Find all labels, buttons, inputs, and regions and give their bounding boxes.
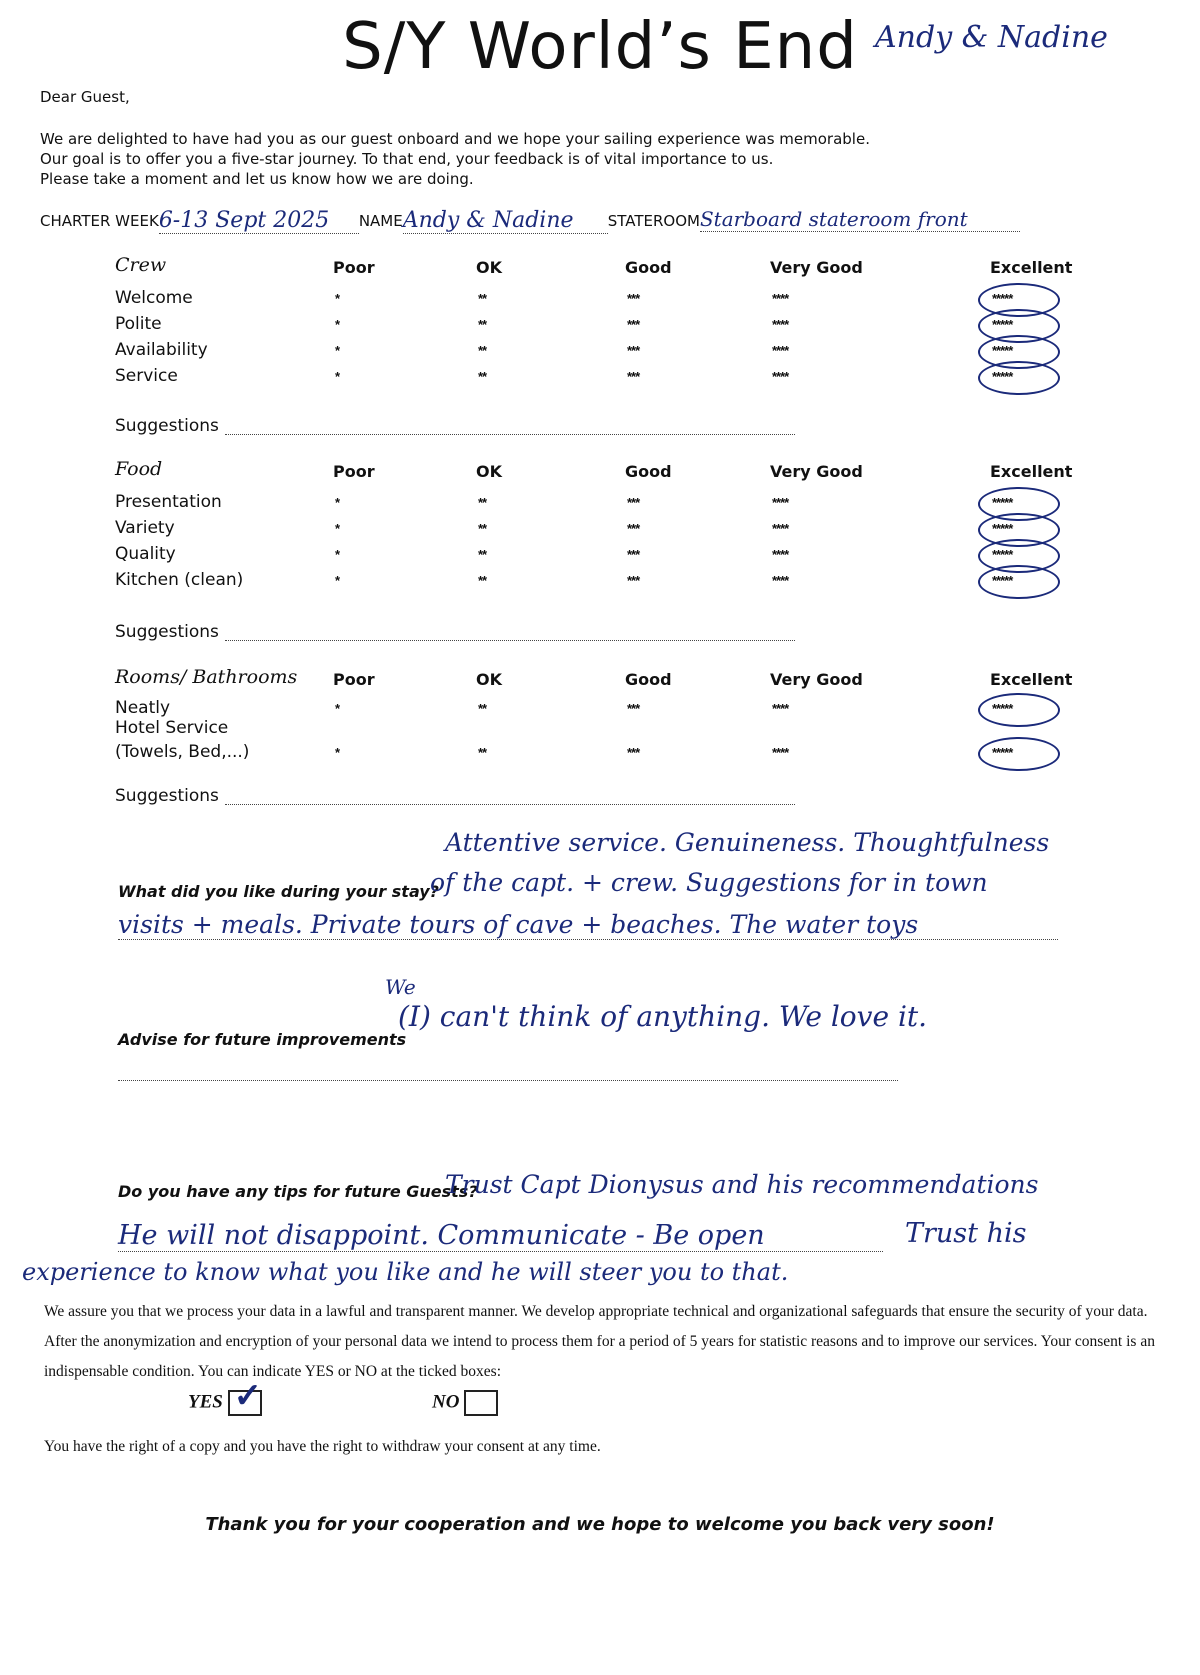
rating-option[interactable]: * xyxy=(335,495,340,510)
rating-option[interactable]: ** xyxy=(478,343,487,358)
column-header: Poor xyxy=(333,670,375,689)
column-header: Excellent xyxy=(990,258,1073,277)
rating-option[interactable]: ** xyxy=(478,317,487,332)
rating-option[interactable]: ** xyxy=(478,369,487,384)
rating-row-label: Kitchen (clean) xyxy=(115,570,244,590)
column-header: OK xyxy=(476,670,502,689)
rating-option[interactable]: * xyxy=(335,521,340,536)
selected-rating-circle xyxy=(978,565,1060,599)
rating-option[interactable]: * xyxy=(335,343,340,358)
column-header: Good xyxy=(625,670,672,689)
privacy-notice: We assure you that we process your data in a lawful and transparent manner. We develop appropriate technical and organizational safeguards that ensure the security of your data. After the anonymization and encryption of your personal data we intend to process them for a period of 5 years for statistic reasons and to improve our services. Your consent is an indispensable condition. You can indicate YES or NO at the ticked boxes: xyxy=(44,1303,1155,1380)
column-header: OK xyxy=(476,258,502,277)
section-title: Food xyxy=(115,458,163,480)
no-option xyxy=(432,1390,498,1416)
rating-option[interactable]: ***** xyxy=(992,291,1013,306)
rating-option[interactable]: **** xyxy=(772,521,789,536)
rating-option[interactable]: ** xyxy=(478,495,487,510)
rating-option[interactable]: **** xyxy=(772,369,789,384)
no-label: NO xyxy=(432,1391,460,1413)
stateroom-field[interactable]: Starboard stateroom front xyxy=(700,207,1020,232)
rating-option[interactable]: ** xyxy=(478,521,487,536)
yes-label: YES xyxy=(188,1391,223,1413)
rating-row-label: Neatly xyxy=(115,698,171,718)
rating-row-label: Presentation xyxy=(115,492,222,512)
rating-option[interactable]: **** xyxy=(772,547,789,562)
rating-option[interactable]: **** xyxy=(772,745,789,760)
rating-option[interactable]: ***** xyxy=(992,573,1013,588)
rating-option[interactable]: ** xyxy=(478,745,487,760)
improve-blank-line[interactable] xyxy=(118,1080,898,1081)
rating-option[interactable]: * xyxy=(335,547,340,562)
suggestions-label: Suggestions xyxy=(115,622,219,642)
rating-row-label: Service xyxy=(115,366,178,386)
column-header: Excellent xyxy=(990,462,1073,481)
rating-row-label: Hotel Service xyxy=(115,718,229,738)
rating-option[interactable]: ** xyxy=(478,573,487,588)
suggestions-field[interactable] xyxy=(225,426,795,435)
rating-row-label: Welcome xyxy=(115,288,193,308)
name-label: NAME xyxy=(358,212,403,230)
tips-question: Do you have any tips for future Guests? xyxy=(118,1182,478,1201)
yes-checkbox[interactable] xyxy=(228,1376,263,1416)
column-header: Poor xyxy=(333,258,375,277)
rating-option[interactable]: ***** xyxy=(992,701,1013,716)
rating-option[interactable]: *** xyxy=(627,343,640,358)
stateroom-label: STATEROOM xyxy=(607,212,700,230)
rating-option[interactable]: *** xyxy=(627,521,640,536)
rating-option[interactable]: * xyxy=(335,291,340,306)
suggestions-field[interactable] xyxy=(225,796,795,805)
column-header: Excellent xyxy=(990,670,1073,689)
column-header: Good xyxy=(625,258,672,277)
intro-line-1: We are delighted to have had you as our guest onboard and we hope your sailing experience was memorable. xyxy=(40,130,870,148)
column-header: Poor xyxy=(333,462,375,481)
rating-option[interactable]: ***** xyxy=(992,343,1013,358)
name-field[interactable]: Andy & Nadine xyxy=(403,208,608,234)
rating-option[interactable]: *** xyxy=(627,369,640,384)
rating-option[interactable]: ** xyxy=(478,291,487,306)
improve-insert: We xyxy=(385,975,416,999)
charter-line xyxy=(40,204,1020,233)
greeting: Dear Guest, xyxy=(40,88,130,106)
form-title: S/Y World’s End xyxy=(342,10,858,84)
rights-text: You have the right of a copy and you have the right to withdraw your consent at any time. xyxy=(44,1438,601,1455)
charter-week-label: CHARTER WEEK xyxy=(40,212,159,230)
rating-option[interactable]: ** xyxy=(478,701,487,716)
no-checkbox[interactable] xyxy=(464,1390,498,1416)
rating-option[interactable]: ***** xyxy=(992,745,1013,760)
rating-row-label: Variety xyxy=(115,518,175,538)
yes-option xyxy=(188,1376,263,1416)
rating-option[interactable]: *** xyxy=(627,573,640,588)
suggestions-label: Suggestions xyxy=(115,786,219,806)
selected-rating-circle xyxy=(978,693,1060,727)
rating-option[interactable]: * xyxy=(335,745,340,760)
liked-answer-line-3[interactable]: visits + meals. Private tours of cave + beaches. The water toys xyxy=(118,910,1058,940)
rating-option[interactable]: **** xyxy=(772,291,789,306)
rating-option[interactable]: **** xyxy=(772,343,789,358)
rating-option[interactable]: *** xyxy=(627,291,640,306)
improve-answer: (I) can't think of anything. We love it. xyxy=(398,1000,928,1033)
intro-line-3: Please take a moment and let us know how we are doing. xyxy=(40,170,474,188)
column-header: Very Good xyxy=(770,258,863,277)
tips-answer-line-2b: Trust his xyxy=(905,1218,1027,1249)
intro-line-2: Our goal is to offer you a five-star journey. To that end, your feedback is of vital importance to us. xyxy=(40,150,774,168)
tips-answer-line-3: experience to know what you like and he will steer you to that. xyxy=(22,1258,789,1286)
rating-option[interactable]: *** xyxy=(627,547,640,562)
rating-option[interactable]: **** xyxy=(772,701,789,716)
rating-option[interactable]: *** xyxy=(627,745,640,760)
rating-row-label: Polite xyxy=(115,314,162,334)
section-title: Rooms/ Bathrooms xyxy=(115,666,298,688)
rating-option[interactable]: **** xyxy=(772,317,789,332)
column-header: Good xyxy=(625,462,672,481)
rating-row-label: Availability xyxy=(115,340,208,360)
rating-option[interactable]: ***** xyxy=(992,317,1013,332)
rating-option[interactable]: * xyxy=(335,701,340,716)
thank-you-footer: Thank you for your cooperation and we hope to welcome you back very soon! xyxy=(205,1514,995,1535)
charter-week-field[interactable]: 6-13 Sept 2025 xyxy=(159,208,359,234)
tips-answer-line-2[interactable]: He will not disappoint. Communicate - Be open xyxy=(118,1220,883,1252)
column-header: OK xyxy=(476,462,502,481)
signature-top: Andy & Nadine xyxy=(875,20,1108,55)
tips-answer-line-1: Trust Capt Dionysus and his recommendations xyxy=(445,1170,1039,1199)
suggestions-field[interactable] xyxy=(225,632,795,641)
column-header: Very Good xyxy=(770,462,863,481)
rating-option[interactable]: ***** xyxy=(992,547,1013,562)
column-header: Very Good xyxy=(770,670,863,689)
rating-option[interactable]: ***** xyxy=(992,369,1013,384)
section-title: Crew xyxy=(115,254,167,276)
rating-option[interactable]: *** xyxy=(627,317,640,332)
liked-question: What did you like during your stay? xyxy=(118,882,439,901)
rating-option[interactable]: *** xyxy=(627,701,640,716)
rating-row-label: Quality xyxy=(115,544,176,564)
rating-option[interactable]: ** xyxy=(478,547,487,562)
improve-question: Advise for future improvements xyxy=(118,1030,407,1049)
rating-row-label: (Towels, Bed,...) xyxy=(115,742,250,762)
suggestions-label: Suggestions xyxy=(115,416,219,436)
rating-option[interactable]: ***** xyxy=(992,521,1013,536)
liked-answer-line-2: of the capt. + crew. Suggestions for in town xyxy=(430,868,988,897)
liked-answer-line-1: Attentive service. Genuineness. Thoughtfulness xyxy=(445,828,1050,857)
selected-rating-circle xyxy=(978,737,1060,771)
rating-option[interactable]: * xyxy=(335,317,340,332)
rating-option[interactable]: *** xyxy=(627,495,640,510)
rating-option[interactable]: **** xyxy=(772,495,789,510)
rating-option[interactable]: * xyxy=(335,573,340,588)
selected-rating-circle xyxy=(978,361,1060,395)
rating-option[interactable]: * xyxy=(335,369,340,384)
yes-checkmark: ✓ xyxy=(233,1376,263,1416)
rating-option[interactable]: ***** xyxy=(992,495,1013,510)
rating-option[interactable]: **** xyxy=(772,573,789,588)
